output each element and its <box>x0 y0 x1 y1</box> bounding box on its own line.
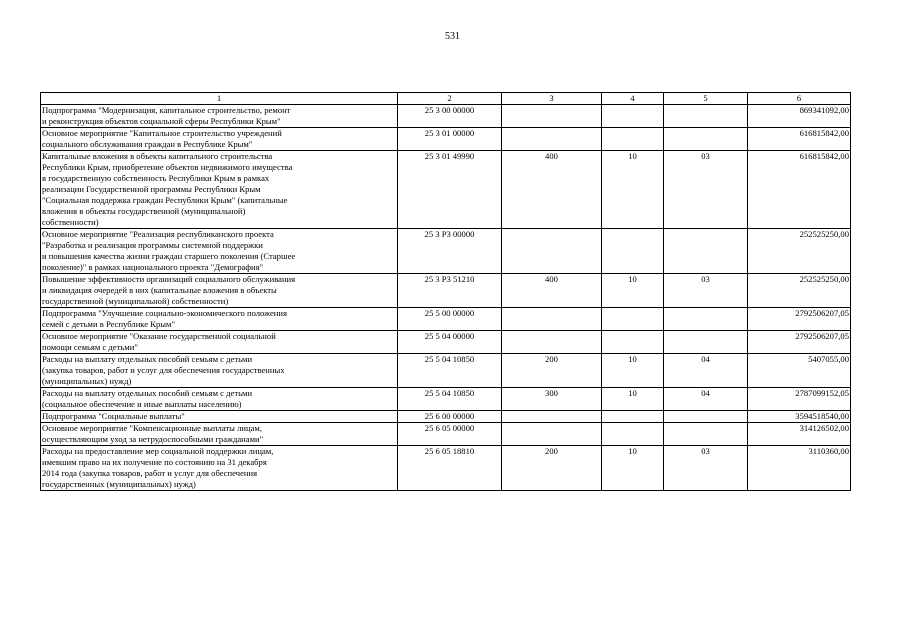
table-row <box>41 423 851 446</box>
row-amount-cell: 252525250,00 <box>748 229 851 274</box>
column-header: 6 <box>748 93 851 105</box>
row-expense-type-cell: 200 <box>502 354 602 388</box>
table-row <box>41 229 851 274</box>
row-code-cell: 25 5 04 10850 <box>398 354 502 388</box>
row-expense-type-cell: 300 <box>502 388 602 411</box>
row-name-cell: Основное мероприятие "Капитальное строительство учреждений социального обслуживания граждан в Республике Крым" <box>41 128 398 151</box>
table-row <box>41 308 851 331</box>
table-row <box>41 354 851 388</box>
row-name-cell: Подпрограмма "Модернизация, капитальное строительство, ремонт и реконструкция объектов социальной сферы Республики Крым" <box>41 105 398 128</box>
row-expense-type-cell <box>502 308 602 331</box>
row-code-cell: 25 6 05 00000 <box>398 423 502 446</box>
row-amount-cell: 2792506207,05 <box>748 331 851 354</box>
row-expense-type-cell: 400 <box>502 151 602 229</box>
row-code-cell: 25 3 P3 00000 <box>398 229 502 274</box>
row-subsection-cell <box>664 128 748 151</box>
row-subsection-cell <box>664 105 748 128</box>
row-name-cell: Капитальные вложения в объекты капитального строительства Республики Крым, приобретение объектов недвижимого имущества в государственную собственность Республики Крым в рамках реализации Государственной программы Республики Крым "Социальная поддержка граждан Республики Крым" (капитальные вложения в объекты государственной (муниципальной) собственности) <box>41 151 398 229</box>
row-section-cell: 10 <box>602 446 664 491</box>
column-header: 3 <box>502 93 602 105</box>
row-amount-cell: 3594518540,00 <box>748 411 851 423</box>
row-amount-cell: 616815842,00 <box>748 128 851 151</box>
table-header-row <box>41 93 851 105</box>
row-code-cell: 25 3 00 00000 <box>398 105 502 128</box>
row-subsection-cell <box>664 229 748 274</box>
row-expense-type-cell: 200 <box>502 446 602 491</box>
row-expense-type-cell <box>502 411 602 423</box>
row-amount-cell: 2792506207,05 <box>748 308 851 331</box>
row-section-cell <box>602 308 664 331</box>
budget-table <box>40 92 851 491</box>
row-section-cell <box>602 331 664 354</box>
row-name-cell: Подпрограмма "Улучшение социально-экономического положения семей с детьми в Республике Крым" <box>41 308 398 331</box>
page-number: 531 <box>445 31 460 42</box>
row-expense-type-cell <box>502 105 602 128</box>
table-row <box>41 411 851 423</box>
row-subsection-cell: 04 <box>664 354 748 388</box>
table-row <box>41 274 851 308</box>
row-section-cell <box>602 411 664 423</box>
row-subsection-cell <box>664 423 748 446</box>
column-header: 5 <box>664 93 748 105</box>
row-subsection-cell <box>664 411 748 423</box>
row-amount-cell: 252525250,00 <box>748 274 851 308</box>
row-amount-cell: 2787099152,05 <box>748 388 851 411</box>
row-expense-type-cell <box>502 128 602 151</box>
column-header: 4 <box>602 93 664 105</box>
row-amount-cell: 869341092,00 <box>748 105 851 128</box>
row-code-cell: 25 5 04 10850 <box>398 388 502 411</box>
table-row <box>41 388 851 411</box>
column-header: 1 <box>41 93 398 105</box>
row-code-cell: 25 5 00 00000 <box>398 308 502 331</box>
row-name-cell: Основное мероприятие "Реализация республиканского проекта "Разработка и реализация программы системной поддержки и повышения качества жизни граждан старшего поколения (Старшее поколение)" в рамках национального проекта "Демография" <box>41 229 398 274</box>
row-section-cell <box>602 423 664 446</box>
row-amount-cell: 314126502,00 <box>748 423 851 446</box>
row-section-cell <box>602 229 664 274</box>
row-section-cell <box>602 105 664 128</box>
table-row <box>41 128 851 151</box>
row-expense-type-cell: 400 <box>502 274 602 308</box>
column-header: 2 <box>398 93 502 105</box>
row-code-cell: 25 3 P3 51210 <box>398 274 502 308</box>
row-code-cell: 25 6 00 00000 <box>398 411 502 423</box>
row-code-cell: 25 6 05 18810 <box>398 446 502 491</box>
row-code-cell: 25 5 04 00000 <box>398 331 502 354</box>
row-amount-cell: 616815842,00 <box>748 151 851 229</box>
row-section-cell <box>602 128 664 151</box>
row-name-cell: Основное мероприятие "Компенсационные выплаты лицам, осуществляющим уход за нетрудоспособными гражданами" <box>41 423 398 446</box>
table-row <box>41 446 851 491</box>
table-body <box>41 105 851 491</box>
row-name-cell: Расходы на выплату отдельных пособий семьям с детьми (социальное обеспечение и иные выплаты населению) <box>41 388 398 411</box>
row-code-cell: 25 3 01 49990 <box>398 151 502 229</box>
row-subsection-cell: 04 <box>664 388 748 411</box>
row-expense-type-cell <box>502 229 602 274</box>
row-name-cell: Основное мероприятие "Оказание государственной социальной помощи семьям с детьми" <box>41 331 398 354</box>
row-subsection-cell: 03 <box>664 151 748 229</box>
row-subsection-cell: 03 <box>664 274 748 308</box>
table-row <box>41 331 851 354</box>
row-section-cell: 10 <box>602 274 664 308</box>
row-amount-cell: 5407055,00 <box>748 354 851 388</box>
row-expense-type-cell <box>502 331 602 354</box>
row-name-cell: Расходы на выплату отдельных пособий семьям с детьми (закупка товаров, работ и услуг для обеспечения государственных (муниципальных) нужд) <box>41 354 398 388</box>
row-subsection-cell <box>664 308 748 331</box>
row-amount-cell: 3110360,00 <box>748 446 851 491</box>
row-name-cell: Повышение эффективности организаций социального обслуживания и ликвидация очередей в них (капитальные вложения в объекты государственной (муниципальной) собственности) <box>41 274 398 308</box>
table-row <box>41 151 851 229</box>
row-section-cell: 10 <box>602 354 664 388</box>
table-row <box>41 105 851 128</box>
row-expense-type-cell <box>502 423 602 446</box>
row-code-cell: 25 3 01 00000 <box>398 128 502 151</box>
row-section-cell: 10 <box>602 388 664 411</box>
row-subsection-cell: 03 <box>664 446 748 491</box>
row-section-cell: 10 <box>602 151 664 229</box>
row-subsection-cell <box>664 331 748 354</box>
row-name-cell: Расходы на предоставление мер социальной поддержки лицам, имевшим право на их получение по состоянию на 31 декабря 2014 года (закупка товаров, работ и услуг для обеспечения государственных (муниципальных) нужд) <box>41 446 398 491</box>
row-name-cell: Подпрограмма "Социальные выплаты" <box>41 411 398 423</box>
